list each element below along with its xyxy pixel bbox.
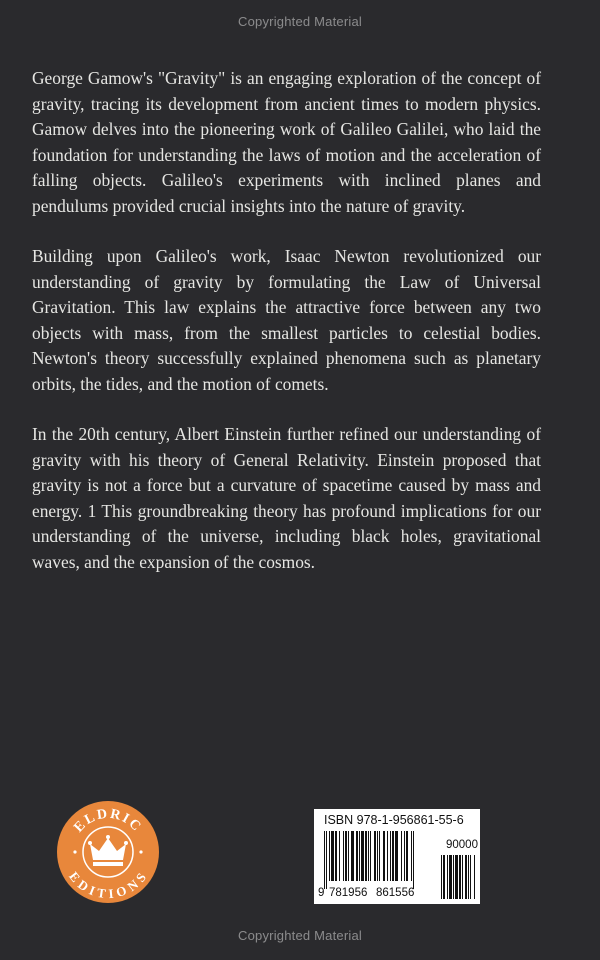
- barcode-lead-digit: 9: [318, 887, 325, 899]
- barcode-addon-code: 90000: [446, 839, 478, 851]
- barcode-bar: [365, 831, 367, 881]
- barcode-bar: [447, 855, 448, 899]
- barcode-bar: [335, 831, 337, 881]
- barcode-bar: [453, 855, 454, 899]
- barcode-bar: [361, 831, 364, 881]
- barcode-bar: [356, 831, 358, 881]
- barcode-bar: [404, 831, 405, 881]
- addon-bars: [441, 855, 475, 899]
- barcode-bar: [339, 831, 340, 881]
- barcode-bar: [348, 831, 349, 881]
- barcode-bar: [345, 831, 347, 881]
- barcode-bar: [359, 831, 360, 881]
- barcode-right-digits: 861556: [376, 887, 415, 899]
- barcode-bar: [351, 831, 354, 881]
- copyright-watermark-bottom: Copyrighted Material: [238, 928, 362, 943]
- barcode-bar: [474, 855, 475, 899]
- barcode-bar: [443, 855, 445, 899]
- publisher-logo: [56, 800, 160, 904]
- barcode-bar: [413, 831, 414, 889]
- barcode-bar: [377, 831, 378, 881]
- back-cover-description: [32, 66, 541, 600]
- ean13-bars: [324, 831, 436, 889]
- barcode-bar: [324, 831, 325, 889]
- description-paragraph-3: In the 20th century, Albert Einstein further refined our understanding of gravity with his theory of General Relativity. Einstein proposed that gravity is not a force but a curvature of spacetime caused by mass and energy. 1 This groundbreaking theory has profound implications for our understanding of the universe, including black holes, gravitational waves, and the expansion of the cosmos.: [32, 424, 541, 572]
- barcode-bar: [370, 831, 371, 881]
- barcode-left-digits: 781956: [329, 887, 368, 899]
- description-paragraph-1: George Gamow's "Gravity" is an engaging exploration of the concept of gravity, tracing its development from ancient times to modern physics. Gamow delves into the pioneering work of Galileo Galilei, who laid the foundation for understanding the laws of motion and the acceleration of falling objects. Galileo's experiments with inclined planes and pendulums provided crucial insights into the nature of gravity.: [32, 68, 541, 216]
- isbn-label: ISBN 978-1-956861-55-6: [324, 813, 464, 827]
- logo-text-bottom: EDITIONS: [66, 868, 150, 901]
- barcode-bar: [449, 855, 452, 899]
- barcode-bar: [387, 831, 388, 881]
- barcode-bar: [326, 831, 327, 889]
- barcode-bar: [441, 855, 442, 899]
- barcode-bar: [465, 855, 467, 899]
- barcode-bar: [331, 831, 334, 881]
- barcode-bar: [411, 831, 412, 881]
- barcode-bar: [406, 831, 408, 881]
- barcode-bar: [368, 831, 369, 881]
- barcode-bar: [392, 831, 394, 881]
- barcode-bar: [343, 831, 344, 881]
- barcode-bar: [329, 831, 330, 881]
- barcode-bar: [390, 831, 391, 881]
- barcode-bar: [374, 831, 376, 881]
- description-paragraph-2: Building upon Galileo's work, Isaac Newton revolutionized our understanding of gravity by formulating the Law of Universal Gravitation. This law explains the attractive force between any two objects with mass, from the smallest particles to celestial bodies. Newton's theory successfully explained phenomena such as planetary orbits, the tides, and the motion of comets.: [32, 246, 541, 394]
- logo-text-top: ELDRIC: [71, 806, 145, 836]
- barcode-bar: [455, 855, 458, 899]
- barcode-bar: [383, 831, 385, 881]
- barcode-bar: [459, 855, 461, 899]
- barcode-bar: [379, 831, 380, 881]
- barcode-bar: [468, 855, 469, 899]
- barcode-bar: [470, 855, 471, 899]
- copyright-watermark-top: Copyrighted Material: [238, 14, 362, 29]
- barcode-bar: [462, 855, 463, 899]
- barcode-bar: [401, 831, 402, 881]
- barcode-bar: [395, 831, 398, 881]
- isbn-barcode: [314, 809, 480, 904]
